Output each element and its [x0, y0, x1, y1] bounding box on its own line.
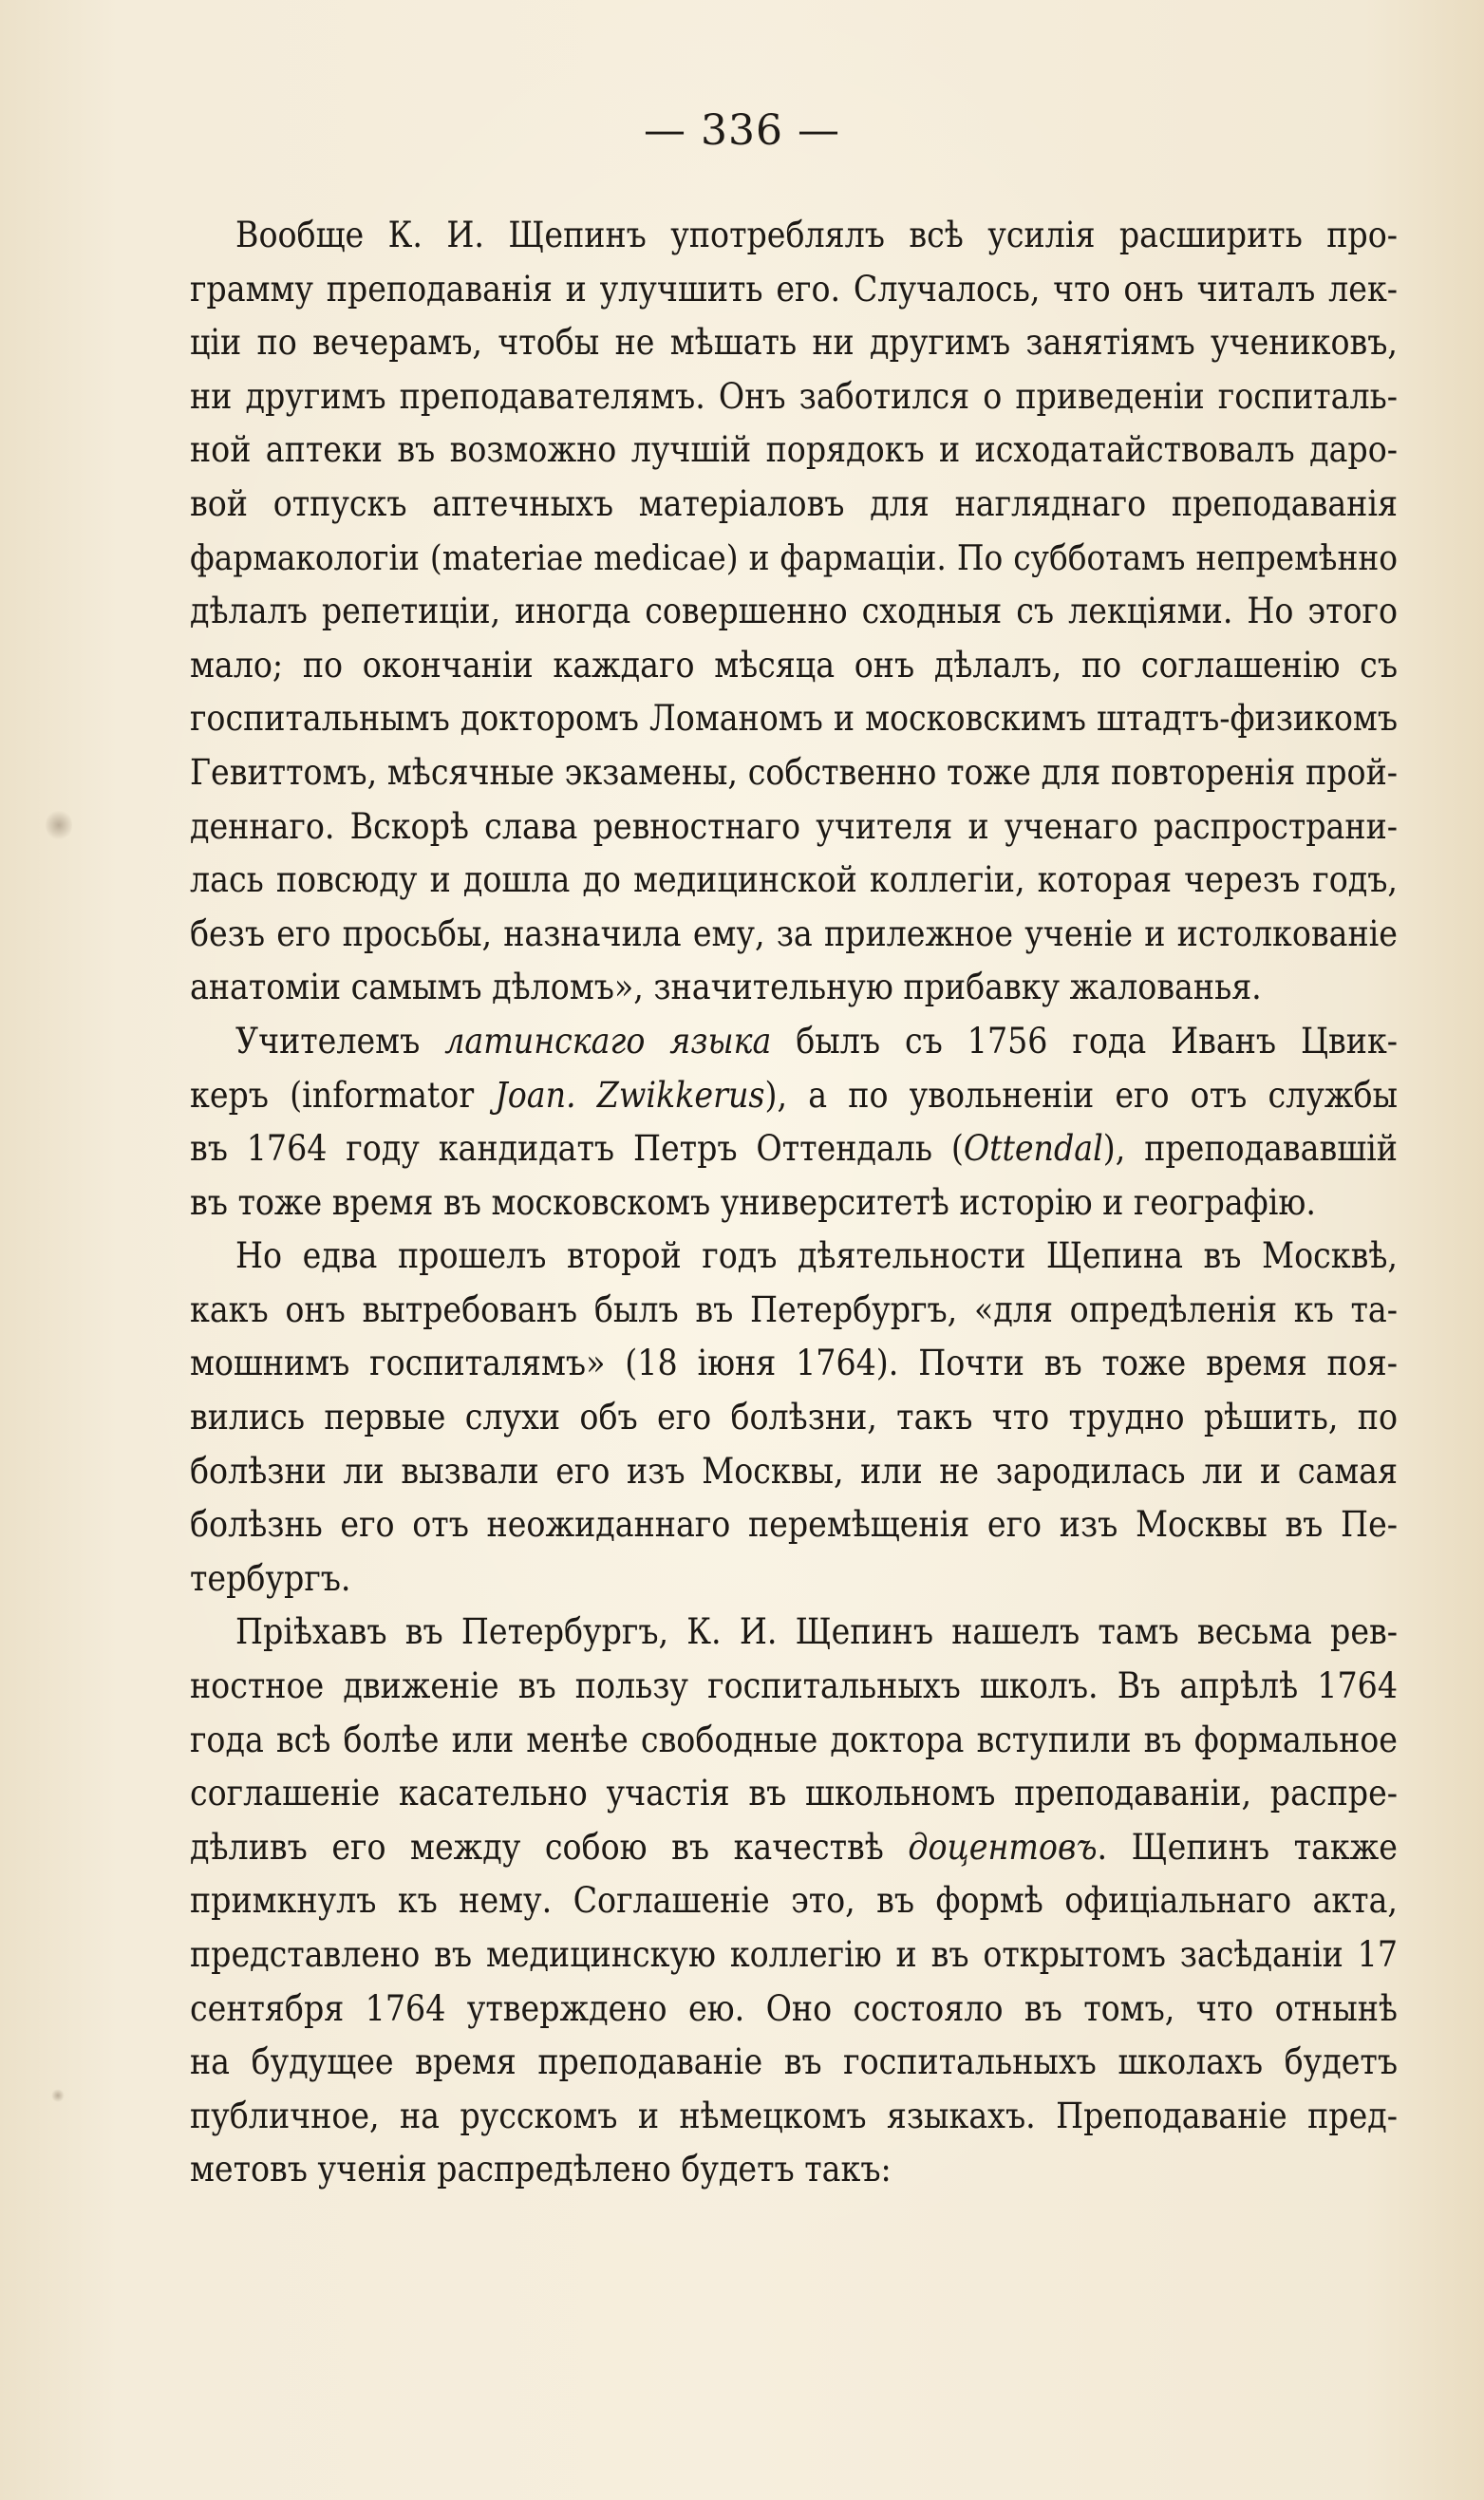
- text-line: фармакологіи (materiae medicae) и фармаціи. По субботамъ непремѣнно: [190, 536, 1398, 578]
- text-line: безъ его просьбы, назначила ему, за прилежное ученіе и истолкованіе: [190, 912, 1398, 954]
- text-line: [190, 1821, 1398, 1875]
- paragraph: [190, 1015, 1398, 1230]
- text-line: дѣлалъ репетиціи, иногда совершенно сходныя съ лекціями. Но этого: [190, 591, 1398, 632]
- text-line: вой отпускъ аптечныхъ матеріаловъ для нагляднаго преподаванія: [190, 482, 1398, 524]
- text-line: въ тоже время въ московскомъ университетѣ исторію и географію.: [190, 1181, 1316, 1223]
- page-text: [190, 209, 1398, 2197]
- text-line: госпитальнымъ докторомъ Ломаномъ и московскимъ штадтъ-физикомъ: [190, 698, 1398, 740]
- italic-term: латинскаго языка: [444, 1020, 772, 1062]
- text-line: деннаго. Вскорѣ слава ревностнаго учителя и ученаго распространи-: [190, 805, 1398, 847]
- text-run: дѣливъ его между собою въ качествѣ: [190, 1826, 909, 1868]
- text-line: Вообще К. И. Щепинъ употреблялъ всѣ усилія расширить про-: [235, 215, 1398, 255]
- page-number: — 336 —: [644, 106, 840, 155]
- text-line: вились первые слухи объ его болѣзни, такъ что трудно рѣшить, по: [190, 1397, 1398, 1438]
- text-line: болѣзни ли вызвали его изъ Москвы, или не зародилась ли и самая: [190, 1450, 1398, 1492]
- text-line: Гевиттомъ, мѣсячные экзамены, собственно тоже для повторенія прой-: [190, 751, 1398, 793]
- text-run: былъ съ 1756 года Иванъ Цвик-: [771, 1020, 1398, 1062]
- text-run: . Щепинъ также: [1097, 1826, 1398, 1868]
- text-line: мошнимъ госпиталямъ» (18 іюня 1764). Почти въ тоже время поя-: [190, 1343, 1398, 1384]
- text-line: лась повсюду и дошла до медицинской коллегіи, которая черезъ годъ,: [190, 859, 1398, 901]
- text-line: болѣзнь его отъ неожиданнаго перемѣщенія его изъ Москвы въ Пе-: [190, 1504, 1398, 1546]
- text-line: ни другимъ преподавателямъ. Онъ заботился о приведеніи госпиталь-: [190, 375, 1398, 417]
- text-line: Но едва прошелъ второй годъ дѣятельности Щепина въ Москвѣ,: [235, 1235, 1398, 1277]
- text-run: керъ (informator: [190, 1074, 496, 1116]
- italic-term: доцентовъ: [908, 1826, 1098, 1868]
- text-line: на будущее время преподаваніе въ госпитальныхъ школахъ будетъ: [190, 2041, 1398, 2083]
- text-line: анатоміи самымъ дѣломъ», значительную прибавку жалованья.: [190, 967, 1262, 1008]
- ink-spot: [46, 809, 72, 841]
- text-line: сентября 1764 утверждено ею. Оно состояло въ томъ, что отнынѣ: [190, 1987, 1398, 2029]
- text-line: [190, 1069, 1398, 1123]
- paragraph: [190, 209, 1398, 1015]
- text-line: ціи по вечерамъ, чтобы не мѣшать ни другимъ занятіямъ учениковъ,: [190, 322, 1398, 364]
- text-line: мало; по окончаніи каждаго мѣсяца онъ дѣлалъ, по соглашенію съ: [190, 644, 1398, 686]
- text-line: грамму преподаванія и улучшить его. Случалось, что онъ читалъ лек-: [190, 268, 1398, 310]
- ink-spot: [51, 2089, 65, 2102]
- text-line: тербургъ.: [190, 1557, 351, 1599]
- text-line: метовъ ученія распредѣлено будетъ такъ:: [190, 2149, 892, 2190]
- text-line: [190, 1122, 1398, 1176]
- text-run: въ 1764 году кандидатъ Петръ Оттендаль (: [190, 1128, 964, 1170]
- text-line: Пріѣхавъ въ Петербургъ, К. И. Щепинъ нашелъ тамъ весьма рев-: [235, 1611, 1398, 1653]
- text-line: представлено въ медицинскую коллегію и въ открытомъ засѣданіи 17: [190, 1934, 1398, 1975]
- text-line: года всѣ болѣе или менѣе свободные доктора вступили въ формальное: [190, 1719, 1398, 1760]
- text-line: [190, 1015, 1398, 1069]
- text-line: примкнулъ къ нему. Соглашеніе это, въ формѣ офиціальнаго акта,: [190, 1880, 1398, 1922]
- paragraph: [190, 1230, 1398, 1606]
- paragraph: [190, 1606, 1398, 2197]
- text-run: ), преподававшій: [1102, 1128, 1398, 1170]
- text-line: соглашеніе касательно участія въ школьномъ преподаваніи, распре-: [190, 1773, 1398, 1814]
- text-line: публичное, на русскомъ и нѣмецкомъ языкахъ. Преподаваніе пред-: [190, 2095, 1398, 2136]
- italic-term: Joan. Zwikkerus: [495, 1074, 765, 1116]
- text-line: ной аптеки въ возможно лучшій порядокъ и исходатайствовалъ даро-: [190, 429, 1398, 471]
- text-run: Учителемъ: [235, 1020, 445, 1062]
- text-line: какъ онъ вытребованъ былъ въ Петербургъ, «для опредѣленія къ та-: [190, 1288, 1398, 1330]
- text-line: ностное движеніе въ пользу госпитальныхъ школъ. Въ апрѣлѣ 1764: [190, 1665, 1398, 1707]
- text-run: ), а по увольненіи его отъ службы: [764, 1074, 1399, 1116]
- italic-term: Ottendal: [963, 1128, 1103, 1170]
